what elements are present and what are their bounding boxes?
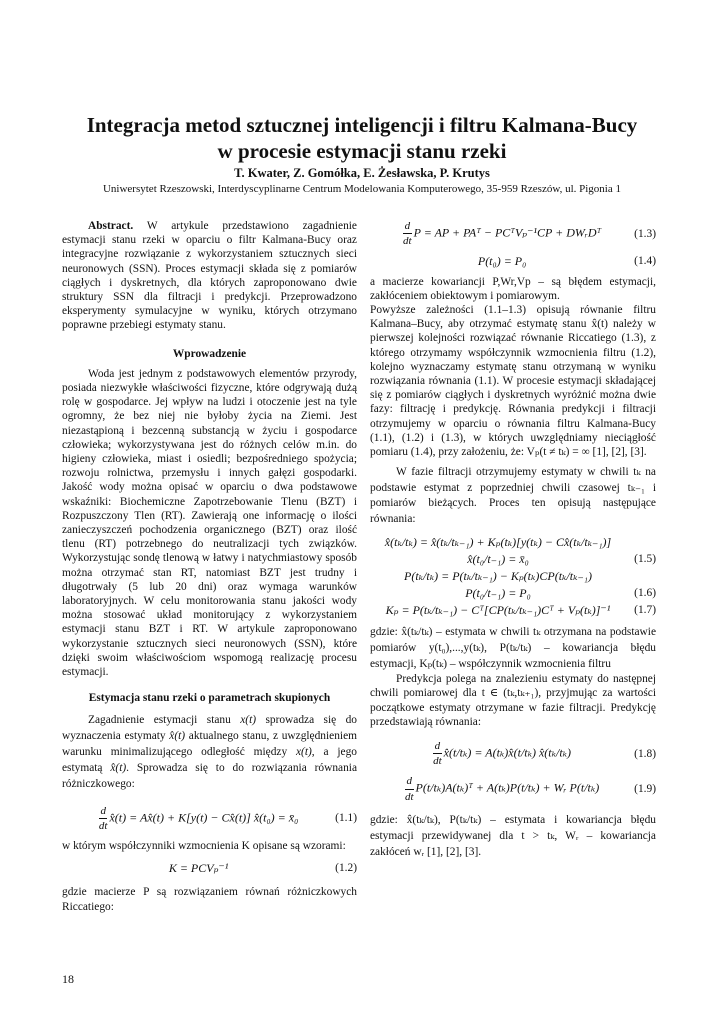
equation-1-8: $\frac{d}{dt}$ x̂(t/tₖ) = A(tₖ)x̂(t/tₖ) x̂(tₖ/tₖ) (1.8) (433, 740, 656, 768)
paragraph-after-1-2: gdzie macierze P są rozwiązaniem równań różniczkowych Riccatiego: (62, 886, 357, 913)
abstract (62, 219, 357, 333)
equation-1-4: P(t₀) = P₀ (1.4) (477, 254, 656, 269)
equation-1-9: $\frac{d}{dt}$ P(t/tₖ)A(tₖ)ᵀ + A(tₖ)P(t/tₖ) + Wᵣ P(t/tₖ) (1.9) (404, 775, 656, 803)
affiliation: Uniwersytet Rzeszowski, Interdyscyplinarne Centrum Modelowania Komputerowego, 35-959 Rzeszów, ul. Pigonia 1 (102, 183, 621, 195)
paragraph-covariances: a macierze kowariancji P,Wr,Vp – są błędem estymacji, zakłóceniem obiektowym i pomiarowym. (370, 275, 656, 302)
page-number: 18 (62, 972, 74, 986)
equation-number: (1.4) (634, 255, 656, 268)
abstract-label: Abstract. (88, 220, 134, 232)
paragraph-prediction: Predykcja polega na znalezieniu estymaty do następnej chwili pomiarowej dla t ∈ (tₖ,tₖ₊₁), przyjmując za wartości początkowe estymaty otrzymane w fazie filtracji. Predykcję przedstawiają równania: (370, 673, 656, 728)
paragraph-kalman-bucy: Powyższe zależności (1.1–1.3) opisują równanie filtru Kalmana–Bucy, aby otrzymać estymatę stanu x̂(t) należy w pierwszej kolejności rozwiązać równanie Riccatiego (1.3), z którego otrzymamy współczynnik wzmocnienia filtru (1.2), kolejno wyznaczamy estymatę stanu otrzymaną w wyniku rozwiązania równania (1.1). W procesie estymacji składającej się z pomiarów ciągłych i dyskretnych wyróżnić można dwie fazy: filtrację i predykcję. Równania predykcji i filtracji otrzymujemy w oparciu o równania filtru Kalmana-Bucy (1.1), (1.2) i (1.3), w których uwzględniamy nieciągłość pomiaru (1.4), przy założeniu, że: Vₚ(t ≠ tₖ) = ∞ [1], [2], [3]. (370, 304, 656, 459)
equation-number: (1.6) (634, 586, 656, 599)
equation-number: (1.5) (634, 552, 656, 565)
estimation-paragraph: Zagadnienie estymacji stanu x(t) sprowadza się do wyznaczenia estymaty x̂(t) aktualnego stanu, z uwzględnieniem warunku minimalizującego odległość między x(t), a jego estymatą x̂(t). Sprowadza się to do rozwiązania równania różniczkowego: (62, 713, 358, 790)
paper-title-line-2: w procesie estymacji stanu rzeki (217, 139, 507, 163)
abstract-text: W artykule przedstawiono zagadnienie estymacji stanu rzeki w oparciu o filtr Kalmana-Bucy oraz integracyjne rozwiązanie z wykorzystaniem sztucznych sieci neuronowych (SSN). Proces estymacji składa się z pomiarów ciągłych i dyskretnych, dla których zaproponowano dwie struktury SSN dla filtracji i predykcji. Przeprowadzono eksperymenty symulacyjne w wyniku, których otrzymano poprawne przebiegi estymaty stanu. (62, 220, 357, 332)
equation-number: (1.2) (335, 862, 357, 875)
equation-number: (1.8) (634, 747, 656, 760)
paragraph-filtration-symbols: gdzie: x̂(tₖ/tₖ) – estymata w chwili tₖ otrzymana na podstawie pomiarów y(t₀),...,y(tₖ), P(tₖ/tₖ) – kowariancja błędu estymacji, Kₚ(tₖ) – współczynnik wzmocnienia filtru (370, 626, 656, 671)
paragraph-filtration: W fazie filtracji otrzymujemy estymaty w chwili tₖ na podstawie estymat z poprzedniej chwili czasowej tₖ₋₁ i pomiarów bieżących. Proces ten opisują następujące równania: (370, 466, 656, 525)
equation-number: (1.3) (634, 227, 656, 240)
equation-1-2: K = PCVₚ⁻¹ (1.2) (168, 861, 357, 876)
intro-paragraph: Woda jest jednym z podstawowych elementów przyrody, posiada niezwykłe właściwości fizyczne, które odgrywają dużą rolę w gospodarce. Jej wpływ na ludzi i otoczenie jest na tyle ogromny, że bez niej nie byłoby życia na Ziemi. Jest niezastąpioną i bezcenną substancją w życiu i gospodarce człowieka; wykorzystywana jest do różnych celów m.in. do higieny człowieka, miast i osiedli; bezpośredniego spożycia; rozwoju rolnictwa, przemysłu i innych gałęzi gospodarki. Jakość wody można opisać w oparciu o dwa podstawowe wskaźniki: Biochemiczne Zapotrzebowanie Tlenu (BZT) i Rozpuszczony Tlen (RT). Zawierają one informację o ilości zanieczyszczeń pochodzenia organicznego (BZT) oraz ilość tlenu (RT) potrzebnego do neutralizacji tych związków. Wykorzystując sondę tlenową w łatwy i natychmiastowy sposób można otrzymać stan RT, natomiast BZT jest trudny i długotrwały (5 lub 20 dni) oraz wymaga warunków laboratoryjnych. W celu monitorowania stanu jakości wody można stosować układ monitorujący z wykorzystaniem estymacji stanu BZT i RT. W artykule zaproponowano wykorzystanie sztucznych sieci neuronowych (SSN), które dzięki swoim właściwościom wspomogą realizację procesu estymacji. (62, 367, 357, 679)
heading-intro: Wprowadzenie (172, 347, 247, 360)
left-column (62, 215, 357, 914)
paragraph-prediction-symbols: gdzie: x̂(tₖ/tₖ), P(tₖ/tₖ) – estymata i kowariancja błędu estymacji przewidywanej dla t > tₖ, Wᵣ – kowariancja zakłóceń wᵣ [1], [2], [3]. (370, 813, 656, 858)
equation-number: (1.1) (335, 812, 357, 825)
equation-number: (1.9) (634, 783, 656, 796)
equation-block-1-5-to-1-7: x̂(tₖ/tₖ) = x̂(tₖ/tₖ₋₁) + Kₚ(tₖ)[y(tₖ) − Cx̂(tₖ/tₖ₋₁)] x̂(t₀/t₋₁) = x̄₀ (1.5) P(tₖ/tₖ) = P(tₖ/tₖ₋₁) − Kₚ(tₖ)CP(tₖ/tₖ₋₁) P(t₀/t₋₁) = P₀ (1.6) Kₚ = P(tₖ/tₖ₋₁) − Cᵀ[CP(tₖ/tₖ₋₁)Cᵀ + Vₚ(tₖ)]⁻¹ (1.7) (384, 534, 656, 617)
equation-1-1: $\frac{d}{dt}$ x̂(t) = Ax̂(t) + K[y(t) − Cx̂(t)] x̂(t₀) = x̄₀ (1.1) (98, 804, 357, 832)
heading-estimation: Estymacja stanu rzeki o parametrach skupionych (88, 692, 331, 705)
authors: T. Kwater, Z. Gomółka, E. Żesławska, P. Krutys (234, 166, 490, 180)
equation-1-3: $\frac{d}{dt}$ P = AP + PAᵀ − PCᵀVₚ⁻¹CP + DWᵣDᵀ (1.3) (403, 220, 656, 248)
paper-title-line-1: Integracja metod sztucznej inteligencji i filtru Kalmana-Bucy (86, 113, 638, 137)
paragraph-after-1-1: w którym współczynniki wzmocnienia K opisane są wzorami: (62, 839, 346, 852)
equation-number: (1.7) (634, 603, 656, 616)
right-column (370, 215, 656, 860)
